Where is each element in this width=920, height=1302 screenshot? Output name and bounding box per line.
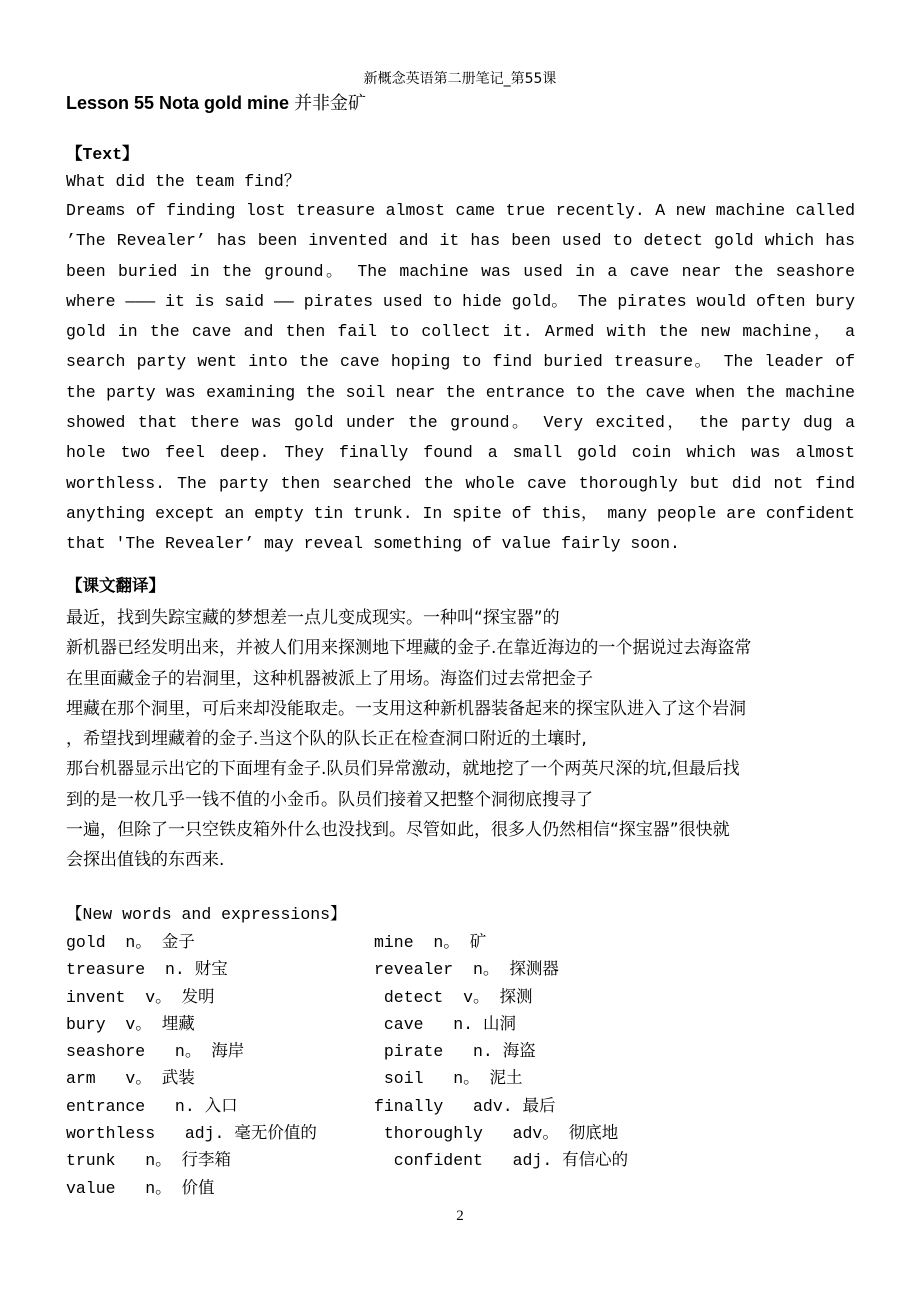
vocab-meaning: 海盗 (502, 1041, 536, 1061)
vocab-meaning: 毫无价值的 (234, 1123, 317, 1143)
vocab-meaning: 探测器 (509, 959, 559, 979)
text-body: Dreams of finding lost treasure almost came true recently. A new machine called ’The Revealer’ has been invented and it has been used to detect gold which has been buried in the ground。 The machine was used in a cave near the seashore where ——— it is said —— pirates used to hide gold。 The pirates would often bury gold in the cave and then fail to collect it. Armed with the new machine， a search party went into the cave hoping to find buried treasure。 The leader of the party was examining the soil near the entrance to the cave when the machine showed that there was gold under the ground。 Very excited， the party dug a hole two feel deep. They finally found a small gold coin which was almost worthless. The party then searched the whole cave thoroughly but did not find anything except an empty tin trunk. In spite of this， many people are confident that 'The Revealer’ may reveal something of value fairly soon. (66, 201, 855, 554)
vocab-word: entrance n. (66, 1096, 195, 1116)
vocab-word: revealer n。 (374, 960, 500, 980)
vocab-word: invent v。 (66, 987, 172, 1007)
vocab-word: thoroughly adv。 (374, 1124, 559, 1144)
vocab-entry (374, 1092, 556, 1116)
vocab-entry (374, 1146, 628, 1170)
vocab-row (66, 983, 866, 1010)
translation-line: 在里面藏金子的岩洞里，这种机器被派上了用场。海盗们过去常把金子 (66, 668, 593, 689)
vocab-word: treasure n. (66, 960, 185, 980)
vocab-word: cave n. (374, 1014, 474, 1034)
vocab-entry (374, 928, 486, 952)
vocab-entry (374, 1037, 536, 1061)
vocab-meaning: 金子 (161, 932, 195, 951)
lesson-title-chinese: 并非金矿 (294, 93, 367, 114)
vocab-entry (374, 1010, 516, 1034)
vocab-meaning: 彻底地 (568, 1123, 619, 1143)
translation-line: ，希望找到埋藏着的金子.当这个队的队长正在检查洞口附近的土壤时, (66, 729, 587, 750)
vocab-word: trunk n。 (66, 1151, 172, 1171)
vocab-meaning: 武装 (161, 1068, 195, 1088)
vocab-meaning: 入口 (204, 1095, 238, 1115)
vocab-meaning: 行李箱 (181, 1150, 232, 1170)
vocab-word: detect v。 (374, 987, 490, 1007)
vocab-row (66, 1010, 866, 1037)
vocab-entry (66, 1092, 238, 1116)
vocab-entry (66, 1119, 317, 1143)
vocab-row (66, 1064, 866, 1091)
page-header: 新概念英语第二册笔记_第55课 (363, 71, 557, 87)
vocab-meaning: 价值 (181, 1177, 215, 1197)
vocab-row (66, 1119, 866, 1146)
vocab-entry (66, 928, 195, 952)
vocab-word: value n。 (66, 1178, 172, 1198)
translation-line: 一遍，但除了一只空铁皮箱外什么也没找到。尽管如此，很多人仍然相信“探宝器”很快就 (66, 820, 730, 841)
translation-line: 最近，找到失踪宝藏的梦想差一点儿变成现实。一种叫“探宝器”的 (66, 608, 560, 628)
translation-section-heading: 【课文翻译】 (66, 576, 165, 595)
vocab-row (66, 1092, 866, 1119)
vocab-word: arm v。 (66, 1069, 152, 1089)
translation-line: 埋藏在那个洞里，可后来却没能取走。一支用这种新机器装备起来的探宝队进入了这个岩洞 (66, 698, 746, 719)
vocab-entry (374, 1119, 618, 1143)
vocab-meaning: 矿 (469, 932, 487, 951)
vocab-meaning: 海岸 (211, 1041, 245, 1061)
vocab-entry (66, 955, 228, 979)
vocab-meaning: 最后 (522, 1095, 556, 1115)
vocab-meaning: 泥土 (489, 1068, 523, 1088)
vocab-entry (66, 1010, 195, 1034)
text-question: What did the team find？ (66, 172, 301, 191)
vocab-word: mine n。 (374, 933, 460, 952)
vocab-entry (66, 1174, 215, 1198)
vocab-meaning: 探测 (499, 986, 533, 1006)
translation-line: 到的是一枚几乎一钱不值的小金币。队员们接着又把整个洞彻底搜寻了 (66, 789, 593, 810)
vocab-meaning: 有信心的 (562, 1150, 629, 1170)
translation-line: 会探出值钱的东西来. (66, 850, 225, 871)
vocab-entry (374, 1064, 523, 1088)
vocab-row (66, 1174, 866, 1201)
vocab-entry (66, 1146, 231, 1170)
vocab-row (66, 928, 866, 955)
text-section-heading: 【Text】 (66, 145, 139, 164)
translation-line: 那台机器显示出它的下面埋有金子.队员们异常激动，就地挖了一个两英尺深的坑,但最后找 (66, 759, 740, 780)
vocab-word: seashore n。 (66, 1042, 202, 1062)
vocab-word: worthless adj. (66, 1124, 225, 1144)
vocab-entry (66, 1037, 244, 1061)
vocab-word: pirate n. (374, 1042, 493, 1062)
vocab-word: gold n。 (66, 933, 152, 952)
vocab-word: bury v。 (66, 1014, 152, 1034)
vocabulary-list (66, 928, 866, 1201)
translation-line: 新机器已经发明出来，并被人们用来探测地下埋藏的金子.在靠近海边的一个据说过去海盗常 (66, 638, 752, 659)
vocab-entry (374, 955, 559, 979)
vocab-entry (66, 983, 215, 1007)
vocab-word: confident adj. (374, 1151, 553, 1171)
vocab-entry (66, 1064, 195, 1088)
vocab-row (66, 1146, 866, 1173)
vocab-row (66, 1037, 866, 1064)
vocab-meaning: 财宝 (194, 959, 228, 979)
vocab-meaning: 山洞 (482, 1013, 516, 1033)
lesson-title (66, 89, 366, 115)
vocab-entry (374, 983, 532, 1007)
vocab-row (66, 955, 866, 982)
vocab-word: finally adv. (374, 1096, 513, 1116)
page-number: 2 (456, 1208, 464, 1224)
vocab-meaning: 埋藏 (161, 1013, 195, 1033)
translation-body (66, 603, 852, 876)
lesson-title-english: Lesson 55 Nota gold mine (66, 93, 290, 113)
vocab-meaning: 发明 (181, 986, 215, 1006)
words-section-heading: 【New words and expressions】 (66, 905, 347, 924)
vocab-word: soil n。 (374, 1069, 480, 1089)
